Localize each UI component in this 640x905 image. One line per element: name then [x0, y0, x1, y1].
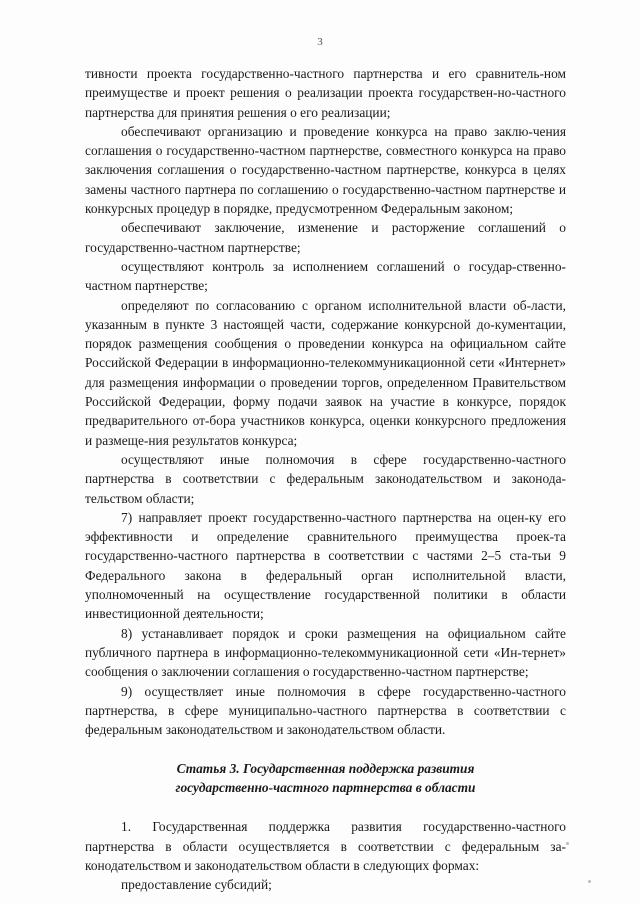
page-number: 3 [317, 36, 323, 48]
paragraph: определяют по согласованию с органом исполнительной власти об-ласти, указанным в пункте 3 настоящей части, содержание конкурсной до-кументации, порядок размещения сообщения о проведении конкурса на официальном сайте Российской Федерации в информационно-телекоммуникационной сети «Интернет» для размещения информации о проведении торгов, определенном Правительством Российской Федерации, форму подачи заявок на участие в конкурсе, порядок предварительного от-бора участников конкурса, оценки конкурсного предложения и размеще-ния результатов конкурса; [85, 297, 566, 448]
scan-speck [588, 880, 591, 883]
scan-speck [566, 842, 569, 845]
article-heading-line1: Статья 3. Государственная поддержка развития [176, 761, 475, 777]
paragraph: обеспечивают заключение, изменение и расторжение соглашений о государственно-частном партнерстве; [85, 220, 566, 255]
paragraph: тивности проекта государственно-частного партнерства и его сравнитель-ном преимуществе и проект решения о реализации проекта государствен-но-частного партнерства для принятия решения о его реализации; [85, 66, 566, 120]
paragraph: 1. Государственная поддержка развития государственно-частного партнерства в области осуществляется в соответствии с федеральным за-конодательством и законодательством области в следующих формах: [85, 819, 566, 873]
paragraphs-before [85, 64, 566, 739]
paragraph: предоставление субсидий; [121, 877, 272, 893]
paragraph: 8) устанавливает порядок и сроки размещения на официальном сайте публичного партнера в информационно-телекоммуникационной сети «Ин-тернет» сообщения о заключении соглашения о государственно-частном партнерстве; [85, 625, 566, 680]
paragraphs-after [85, 817, 566, 894]
paragraph: обеспечивают организацию и проведение конкурса на право заклю-чения соглашения о государственно-частном партнерстве, совместного конкурса на право заключения соглашения о государственно-частном партнерстве, конкурса в целях замены частного партнера по соглашению о государственно-частном партнерстве и конкурсных процедур в порядке, предусмотренном Федеральным законом; [85, 123, 566, 217]
paragraph: осуществляют контроль за исполнением соглашений о государ-ственно-частном партнерстве; [85, 258, 566, 294]
paragraph: 9) осуществляет иные полномочия в сфере государственно-частного партнерства, в сфере муниципально-частного партнерства в соответствии с федеральным законодательством и законодательством области. [85, 683, 566, 738]
document-body [85, 64, 566, 895]
article-heading-line2: государственно-частного партнерства в области [175, 780, 476, 796]
article-heading [85, 759, 566, 797]
paragraph: осуществляют иные полномочия в сфере государственно-частного партнерства в соответствии с федеральным законодательством и законода-тельством области; [85, 451, 566, 506]
paragraph: 7) направляет проект государственно-частного партнерства на оцен-ку его эффективности и определение сравнительного преимущества проек-та государственно-частного партнерства в соответствии с частями 2–5 ста-тьи 9 Федерального закона в федеральный орган исполнительной власти, уполномоченный на осуществление государственной политики в области инвестиционной деятельности; [85, 509, 566, 622]
